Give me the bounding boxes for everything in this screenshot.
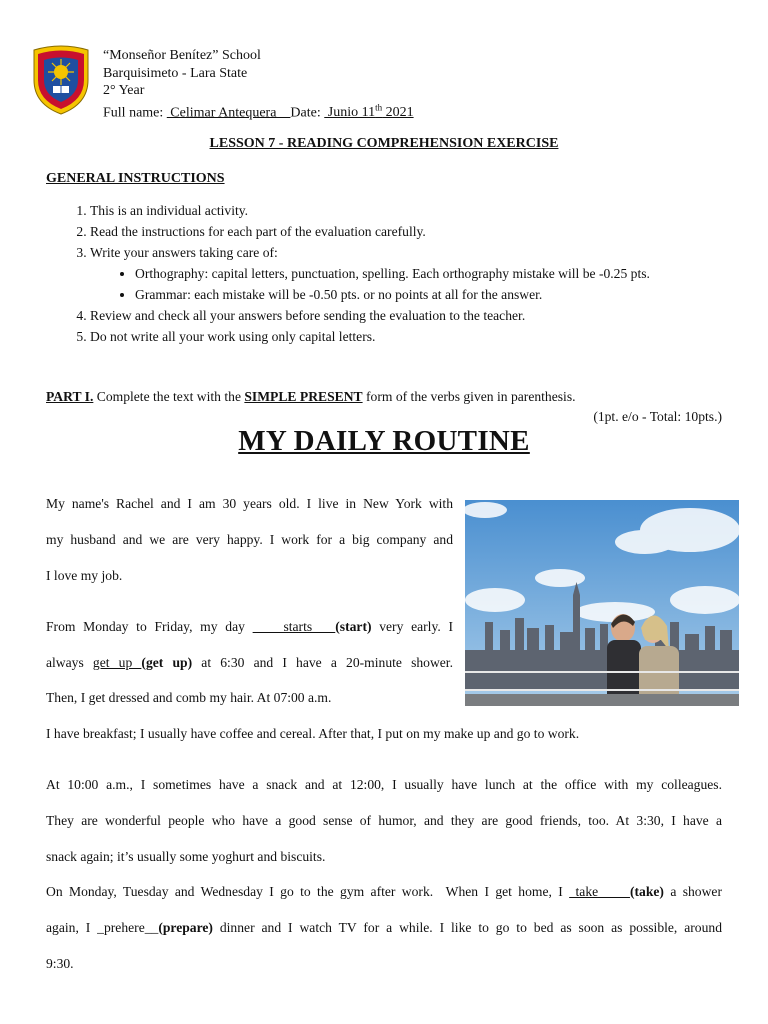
- school-crest-icon: [28, 44, 94, 116]
- paragraph-line: snack again; it’s usually some yoghurt and biscuits.: [46, 849, 326, 864]
- paragraph-line: always get up (get up) at 6:30 and I have a 20-minute shower.: [46, 655, 453, 670]
- school-city: Barquisimeto - Lara State: [103, 65, 248, 81]
- couple-skyline-photo: [465, 500, 739, 706]
- paragraph-line: My name's Rachel and I am 30 years old. I live in New York with: [46, 496, 453, 511]
- paragraph-line: my husband and we are very happy. I work for a big company and: [46, 532, 453, 547]
- paragraph-line: again, I _prehere__(prepare) dinner and I watch TV for a while. I like to go to bed as soon as possible, around: [46, 920, 722, 935]
- paragraph-line: They are wonderful people who have a good sense of humor, and they are good friends, too. At 3:30, I have a: [46, 813, 722, 828]
- date-label: Date:: [290, 105, 321, 121]
- lesson-title: LESSON 7 - READING COMPREHENSION EXERCISE: [209, 136, 559, 151]
- reading-title: MY DAILY ROUTINE: [238, 425, 530, 457]
- verb-hint: (get up): [141, 655, 193, 670]
- verb-hint: (start): [335, 619, 372, 634]
- list-item: 4. Review and check all your answers before sending the evaluation to the teacher.: [90, 305, 768, 326]
- answer-blank: starts: [252, 619, 336, 634]
- part1-instruction: PART I. Complete the text with the SIMPLE PRESENT form of the verbs given in parenthesis.: [46, 389, 576, 404]
- list-item: • Orthography: capital letters, punctuation, spelling. Each orthography mistake will be -0.25 pts.: [135, 263, 768, 284]
- verb-hint: (prepare): [158, 920, 213, 935]
- part1-label: PART I.: [46, 389, 94, 404]
- school-year: 2° Year: [103, 83, 145, 98]
- part1-emphasis: SIMPLE PRESENT: [244, 389, 363, 404]
- answer-blank: __: [144, 920, 159, 935]
- paragraph-line: I love my job.: [46, 568, 123, 583]
- name-date-line: [103, 100, 414, 122]
- verb-hint: (take): [629, 884, 664, 899]
- paragraph-line: At 10:00 a.m., I sometimes have a snack and at 12:00, I usually have lunch at the office with my colleagues.: [46, 777, 722, 792]
- instructions-list: [46, 200, 768, 347]
- paragraph-line: From Monday to Friday, my day starts (start) very early. I: [46, 619, 454, 634]
- school-logo: [28, 44, 94, 116]
- list-item: • Grammar: each mistake will be -0.50 pts. or no points at all for the answer.: [135, 284, 768, 305]
- paragraph-line: I have breakfast; I usually have coffee and cereal. After that, I put on my make up and go to work.: [46, 726, 580, 741]
- list-item: 3. Write your answers taking care of: • Orthography: capital letters, punctuation, spelling. Each orthography mistake will be -0.25 pts. • Grammar: each mistake will be -0.50 pts. or no points at all for the answer.: [90, 242, 768, 305]
- name-value: Celimar Antequera: [166, 105, 291, 121]
- date-value: Junio 11th 2021: [324, 102, 414, 121]
- document-header: [103, 47, 414, 122]
- name-label: Full name:: [103, 105, 164, 121]
- paragraph-line: Then, I get dressed and comb my hair. At 07:00 a.m.: [46, 690, 332, 705]
- answer-blank: get up: [92, 655, 142, 670]
- paragraph-line: 9:30.: [46, 956, 74, 971]
- part1-points: (1pt. e/o - Total: 10pts.): [593, 409, 722, 424]
- list-item: 1. This is an individual activity.: [90, 200, 768, 221]
- paragraph-line: On Monday, Tuesday and Wednesday I go to the gym after work. When I get home, I take (take) a shower: [46, 884, 722, 899]
- sub-list: [90, 263, 768, 305]
- general-instructions-heading: GENERAL INSTRUCTIONS: [46, 171, 225, 186]
- list-item: 2. Read the instructions for each part of the evaluation carefully.: [90, 221, 768, 242]
- list-item: 5. Do not write all your work using only capital letters.: [90, 326, 768, 347]
- school-name: “Monseñor Benítez” School: [103, 48, 261, 63]
- answer-blank: take: [569, 884, 630, 899]
